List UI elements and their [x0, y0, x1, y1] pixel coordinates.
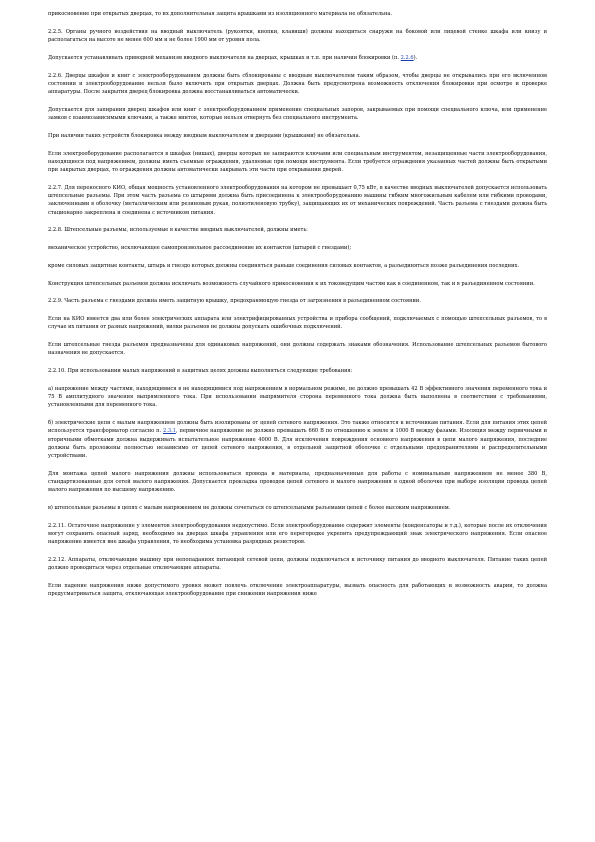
paragraph: [48, 504, 547, 512]
paragraph: [48, 132, 547, 140]
paragraph: [48, 262, 547, 270]
paragraph-text: 2.2.10. При использовании малых напряжений в защитных целях должны выполняться следующие требования:: [48, 368, 353, 374]
paragraph: [48, 28, 547, 45]
clause-link[interactable]: 2.3.1: [162, 428, 176, 435]
paragraph-text: прикосновение при открытых дверцах, то их дополнительная защита крышками из изоляционного материала не обязательна.: [48, 11, 393, 17]
paragraph-text: а) напряжение между частями, находящимися в не находящимися под напряжением в нормальном режиме, не должно превышать 42 В эффективного значения переменного тока и 75 В амплитудного значения выпрямленного тока. При использовании выпрямителя сторона переменного тока должна быть выполнена в соответствии с требованиями, установленными для переменного тока.: [48, 385, 547, 409]
paragraph-text: Допускается для запирания дверец шкафов или книг с электрооборудованием применение специальных запоров, закрываемых при помощи специального ключа, или применение замков с взаимозависимыми ключами, а также винтов, которые нельзя отвернуть без специального инструмента.: [48, 106, 547, 121]
paragraph-text: Для монтажа цепей малого напряжения должны использоваться провода и материалы, предназначенные для работы с номинальным напряжением не менее 380 В, стандартизованные для сетей малого напряжения. Допускается прокладка проводов цепей сетевого и малого напряжения в одной оболочке при выборе изоляции провода цепей малого напряжения по высшему напряжению.: [48, 470, 547, 494]
paragraph: [48, 470, 547, 495]
paragraph: [48, 244, 547, 252]
paragraph-text: механическое устройство, исключающее самопроизвольное рассоединение их контактов (штырей с гнездами);: [48, 245, 352, 251]
paragraph-text: 2.2.12. Аппараты, отключающие машину при непопаданиях питающей сетевой цепи, должны подключаться к источнику питания до вводного выключателя. Питание таких цепей должно проводиться через отдельные отключающие аппараты.: [48, 557, 547, 572]
paragraph-text: 2.2.9. Часть разъема с гнездами должна иметь защитную крышку, предохраняющую гнезда от загрязнения в разъединенном состоянии.: [48, 298, 421, 305]
paragraph: [48, 582, 547, 599]
paragraph: [48, 10, 547, 18]
paragraph: [48, 184, 547, 217]
paragraph-text: ).: [413, 54, 418, 61]
paragraph-text: кроме силовых защитные контакты, штырь и гнездо которых должны соединяться раньше соединения силовых контактов, а разъединяться позже разъединения последних.: [48, 262, 519, 269]
paragraph-text: Конструкция штепсельных разъемов должна исключать возможность случайного прикосновения к их токоведущим частям как в соединенном, так и в разъединенном состоянии.: [48, 280, 535, 287]
paragraph: [48, 297, 547, 305]
clause-link[interactable]: 2.2.6: [400, 54, 414, 61]
paragraph: [48, 72, 547, 97]
paragraph: [48, 315, 547, 332]
paragraph: [48, 280, 547, 288]
paragraph-text: Если штепсельные гнезда разъемов предназначены для одинаковых напряжений, они должны содержать знаками обозначения. Использование штепсельных разъемов бытового назначения не допускается.: [48, 342, 547, 357]
paragraph-text: 2.2.11. Остаточное напряжение у элементов электрооборудования недопустимо. Если электрооборудование содержит элементы (конденсаторы и т.д.), которые после их отключения могут сохранить опасный заряд, необходимо на дверцах шкафа управления или его перегородке укрепить предупреждающий знак электрического напряжения. Если опасное напряжение имеется вне шкафа управления, то необходима установка разрядных резисторов.: [48, 522, 547, 546]
paragraph: [48, 54, 547, 62]
paragraph: [48, 341, 547, 358]
paragraph: [48, 367, 547, 375]
paragraph-text: 2.2.7. Для переносного КИО, общая мощность установленного электрооборудования на котором не превышает 0,75 кВт, в качестве вводных выключателей допускается использовать штепсельные разъемы. При этом часть разъема со штырями должна быть присоединена к электрооборудованию машины гибким многожильным кабелем или гибкими проводами, заключенными в оболочку (металлическим или резиновым рукав, полиэтиленовую трубку), защищающих их от механических повреждений. Часть разъема с гнездами должна быть стационарно закреплена и соединена с источником питания.: [48, 184, 547, 216]
paragraph: [48, 106, 547, 123]
paragraph-text: 2.2.6. Дверцы шкафов и книг с электрооборудованием должны быть сблокированы с вводным выключателем таким образом, чтобы дверцы не открывались при его включенном состоянии и электрооборудование нельзя было включить при открытых дверцах. Должна быть предусмотрена возможность отключения блокировки при осмотре и проверке аппаратуры. После закрытия дверец блокировка должна восстанавливаться автоматически.: [48, 72, 547, 95]
paragraph-text: 2.2.8. Штепсельные разъемы, используемые в качестве вводных выключателей, должны иметь:: [48, 227, 308, 234]
paragraph: [48, 556, 547, 573]
paragraph-text: Если на КИО имеется два или более электрических аппарата или электрифицированных устройства и прибора сообщений, подключаемых с помощью штепсельных разъемов, то в случае их питания от разных напряжений, вилки разъемов не должны допускать ошибочных подключений.: [48, 316, 547, 331]
paragraph-text: Если электрооборудование располагается в шкафах (нишах), дверцы которых не запираются ключами или специальным инструментом, незащищенные части электрооборудования, находящиеся под напряжением, должны иметь съемные ограждения, удаляемые при помощи инструмента. Если требуется ограждения указанных частей должны быть открытыми при закрытых дверцах, то ограждения должны автоматически закрывать эти части при открывании дверей.: [48, 150, 547, 173]
paragraph-text: , первичное напряжение не должно превышать 660 В по отношению к земле и 1000 В между фазами. Изоляция между первичными и вторичными обмотками должна выдерживать испытательное напряжение 4000 В. Для исключения повреждения основного напряжения в цепи малого напряжения, последние должны быть проложены полностью независимо от цепей сетевого напряжения, в отдельной защитной оболочке с отдельными предохранителями и распределительными устройствами.: [48, 428, 547, 459]
paragraph: [48, 419, 547, 460]
paragraph: [48, 150, 547, 175]
paragraph-text: б) электрические цепи с малым напряжением должны быть изолированы от цепей сетевого напряжения. Это также относится к источникам питания. Если для питания этих цепей используется трансформатор согласно п.: [48, 420, 547, 435]
paragraph-text: в) штепсельные разъемы в цепях с малым напряжением не должны сочетаться со штепсельными разъемами цепей с более высоким напряжением.: [48, 505, 451, 511]
paragraph-text: 2.2.5. Органы ручного воздействия на вводный выключатель (рукоятки, кнопки, клавиши) должны находиться снаружи на боковой или лицевой стенке шкафа или книзу и располагаться на высоте не менее 600 мм и не более 1900 мм от уровня пола.: [48, 28, 547, 43]
paragraph-text: Допускается устанавливать приводной механизм вводного выключателя на дверцах, крышках и т.п. при наличии блокировки (п.: [48, 54, 400, 61]
paragraph-text: При наличии таких устройств блокировка между вводным выключателем и дверцами (крышками) не обязательна.: [48, 132, 361, 139]
paragraph-text: Если падение напряжения ниже допустимого уровня может повлечь отключение электроаппаратуры, вызвать опасность для работающих и возможность аварии, то должна предусматриваться защита, отключающая электрооборудование при снижении напряжения ниже: [48, 583, 547, 598]
paragraph: [48, 226, 547, 234]
paragraph: [48, 385, 547, 410]
paragraph: [48, 522, 547, 547]
